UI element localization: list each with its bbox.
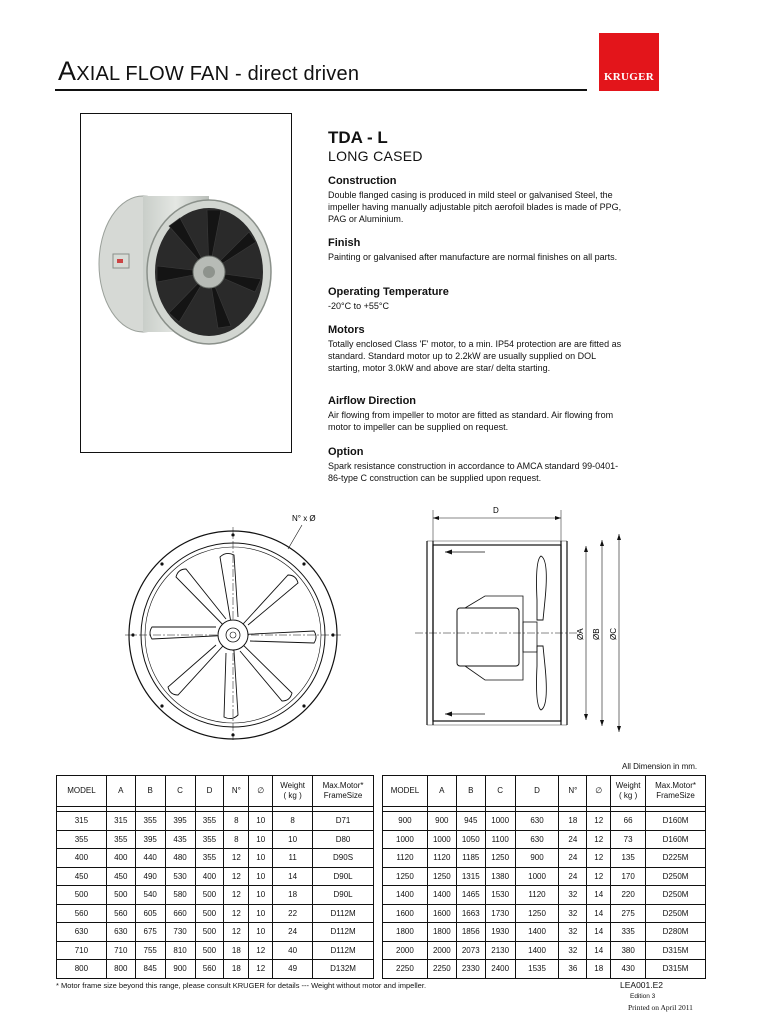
table-cell: 14 bbox=[273, 867, 313, 886]
table-cell: 12 bbox=[224, 867, 249, 886]
spec-table-right bbox=[382, 775, 706, 979]
table-cell: 900 bbox=[383, 812, 428, 831]
section-title: Finish bbox=[328, 237, 361, 249]
table-cell: 1530 bbox=[485, 886, 515, 905]
table-cell: 630 bbox=[106, 923, 135, 942]
table-cell: 220 bbox=[611, 886, 646, 905]
section-finish bbox=[328, 237, 628, 263]
table-row bbox=[383, 923, 706, 942]
table-cell: 675 bbox=[135, 923, 165, 942]
table-cell: 10 bbox=[249, 886, 273, 905]
table-cell: 18 bbox=[559, 812, 587, 831]
section-title: Operating Temperature bbox=[328, 286, 449, 298]
product-photo-frame bbox=[80, 113, 292, 453]
table-cell: 1465 bbox=[456, 886, 485, 905]
table-cell: 18 bbox=[273, 886, 313, 905]
table-cell: 1800 bbox=[427, 923, 456, 942]
table-cell: 395 bbox=[165, 812, 195, 831]
table-cell: D250M bbox=[646, 867, 706, 886]
section-title: Motors bbox=[328, 324, 365, 336]
table-cell: 1600 bbox=[383, 904, 428, 923]
table-cell: D250M bbox=[646, 904, 706, 923]
header-hole-count: N° bbox=[559, 776, 587, 807]
table-cell: 355 bbox=[195, 812, 224, 831]
table-cell: D80 bbox=[313, 830, 374, 849]
page-title bbox=[58, 56, 359, 87]
section-title: Construction bbox=[328, 175, 397, 187]
table-cell: D160M bbox=[646, 830, 706, 849]
table-cell: D280M bbox=[646, 923, 706, 942]
table-cell: 500 bbox=[106, 886, 135, 905]
table-row bbox=[383, 849, 706, 868]
header-d: D bbox=[515, 776, 559, 807]
table-cell: 730 bbox=[165, 923, 195, 942]
section-title: Option bbox=[328, 446, 364, 458]
dimension-note: All Dimension in mm. bbox=[622, 762, 698, 771]
table-cell: 945 bbox=[456, 812, 485, 831]
section-text: Air flowing from impeller to motor are fitted as standard. Air flowing from motor to impeller can be supplied on request. bbox=[328, 410, 614, 432]
table-cell: 1250 bbox=[515, 904, 559, 923]
section-text: -20°C to +55°C bbox=[328, 301, 389, 311]
title-initial: A bbox=[58, 56, 77, 86]
logo-text: KRUGER bbox=[603, 71, 655, 83]
table-cell: 1380 bbox=[485, 867, 515, 886]
table-cell: 580 bbox=[165, 886, 195, 905]
product-subtitle: LONG CASED bbox=[328, 148, 423, 164]
table-cell: D160M bbox=[646, 812, 706, 831]
table-cell: 335 bbox=[611, 923, 646, 942]
table-cell: 560 bbox=[106, 904, 135, 923]
table-cell: 40 bbox=[273, 941, 313, 960]
title-subtitle: - direct driven bbox=[229, 63, 360, 85]
table-cell: 1250 bbox=[383, 867, 428, 886]
table-cell: 12 bbox=[224, 904, 249, 923]
table-cell: 1000 bbox=[515, 867, 559, 886]
table-cell: 1000 bbox=[383, 830, 428, 849]
table-cell: 355 bbox=[195, 849, 224, 868]
table-cell: 1856 bbox=[456, 923, 485, 942]
table-cell: 800 bbox=[106, 960, 135, 979]
table-cell: 315 bbox=[57, 812, 107, 831]
table-cell: 1000 bbox=[485, 812, 515, 831]
table-row bbox=[383, 830, 706, 849]
table-cell: D250M bbox=[646, 886, 706, 905]
fan-photo bbox=[81, 114, 291, 452]
header-model: MODEL bbox=[57, 776, 107, 807]
table-cell: 500 bbox=[195, 904, 224, 923]
table-cell: 10 bbox=[249, 904, 273, 923]
table-cell: 2250 bbox=[427, 960, 456, 979]
table-cell: 630 bbox=[515, 830, 559, 849]
table-row bbox=[383, 812, 706, 831]
table-cell: 500 bbox=[195, 886, 224, 905]
table-cell: 560 bbox=[195, 960, 224, 979]
table-row bbox=[57, 923, 374, 942]
side-view-drawing bbox=[405, 500, 645, 740]
section-motors bbox=[328, 324, 628, 374]
table-cell: 1400 bbox=[383, 886, 428, 905]
table-cell: 1930 bbox=[485, 923, 515, 942]
table-cell: 900 bbox=[427, 812, 456, 831]
document-code: LEA001.E2 bbox=[620, 980, 664, 990]
table-cell: 170 bbox=[611, 867, 646, 886]
table-cell: D315M bbox=[646, 960, 706, 979]
table-row bbox=[57, 812, 374, 831]
header-a: A bbox=[106, 776, 135, 807]
footer-note: * Motor frame size beyond this range, please consult KRUGER for details --- Weight without motor and impeller. bbox=[56, 981, 427, 990]
table-cell: 355 bbox=[57, 830, 107, 849]
kruger-logo bbox=[599, 33, 659, 91]
table-row bbox=[383, 886, 706, 905]
table-cell: 530 bbox=[165, 867, 195, 886]
table-row bbox=[383, 904, 706, 923]
table-cell: 800 bbox=[57, 960, 107, 979]
table-cell: 450 bbox=[106, 867, 135, 886]
header-c: C bbox=[165, 776, 195, 807]
table-cell: 32 bbox=[559, 941, 587, 960]
table-cell: 24 bbox=[273, 923, 313, 942]
header-motor-frame: Max.Motor* FrameSize bbox=[646, 776, 706, 807]
table-cell: D112M bbox=[313, 923, 374, 942]
header-d: D bbox=[195, 776, 224, 807]
product-name: TDA - L bbox=[328, 128, 388, 147]
table-cell: 73 bbox=[611, 830, 646, 849]
table-cell: 900 bbox=[515, 849, 559, 868]
table-row bbox=[57, 904, 374, 923]
dim-b-label: ØB bbox=[592, 628, 601, 640]
table-cell: 355 bbox=[135, 812, 165, 831]
table-cell: 275 bbox=[611, 904, 646, 923]
table-cell: 10 bbox=[249, 812, 273, 831]
section-title: Airflow Direction bbox=[328, 395, 417, 407]
table-cell: 1800 bbox=[383, 923, 428, 942]
table-cell: 500 bbox=[195, 923, 224, 942]
table-cell: 480 bbox=[165, 849, 195, 868]
table-cell: 630 bbox=[515, 812, 559, 831]
section-text: Double flanged casing is produced in mild steel or galvanised Steel, the impeller having manually adjustable pitch aerofoil blades is made of PPG, PAG or Aluminium. bbox=[328, 190, 622, 224]
table-cell: 630 bbox=[57, 923, 107, 942]
table-cell: 500 bbox=[57, 886, 107, 905]
table-cell: D132M bbox=[313, 960, 374, 979]
table-cell: 2400 bbox=[485, 960, 515, 979]
table-row bbox=[383, 960, 706, 979]
table-cell: 435 bbox=[165, 830, 195, 849]
table-cell: 11 bbox=[273, 849, 313, 868]
table-cell: 755 bbox=[135, 941, 165, 960]
table-cell: 380 bbox=[611, 941, 646, 960]
section-airflow-direction bbox=[328, 395, 628, 433]
header-weight: Weight ( kg ) bbox=[273, 776, 313, 807]
table-cell: 1400 bbox=[515, 923, 559, 942]
table-header-row bbox=[383, 776, 706, 807]
table-cell: 1000 bbox=[427, 830, 456, 849]
table-cell: 2073 bbox=[456, 941, 485, 960]
table-row bbox=[57, 867, 374, 886]
table-cell: 355 bbox=[195, 830, 224, 849]
table-cell: 605 bbox=[135, 904, 165, 923]
header-weight: Weight ( kg ) bbox=[611, 776, 646, 807]
table-cell: 2000 bbox=[427, 941, 456, 960]
section-text: Spark resistance construction in accordance to AMCA standard 99-0401-86-type C construction can be supplied upon request. bbox=[328, 461, 619, 483]
table-cell: 1600 bbox=[427, 904, 456, 923]
table-cell: 135 bbox=[611, 849, 646, 868]
table-cell: 1535 bbox=[515, 960, 559, 979]
table-cell: 12 bbox=[224, 886, 249, 905]
table-cell: 12 bbox=[587, 812, 611, 831]
table-cell: D71 bbox=[313, 812, 374, 831]
table-cell: 12 bbox=[587, 830, 611, 849]
table-cell: 12 bbox=[224, 849, 249, 868]
header-b: B bbox=[456, 776, 485, 807]
table-cell: 10 bbox=[249, 849, 273, 868]
table-cell: 1050 bbox=[456, 830, 485, 849]
table-cell: 10 bbox=[273, 830, 313, 849]
header-b: B bbox=[135, 776, 165, 807]
table-cell: 24 bbox=[559, 849, 587, 868]
table-cell: D90L bbox=[313, 867, 374, 886]
header-hole-diameter: ∅ bbox=[587, 776, 611, 807]
table-cell: 22 bbox=[273, 904, 313, 923]
table-cell: 450 bbox=[57, 867, 107, 886]
header-hole-count: N° bbox=[224, 776, 249, 807]
table-cell: 1250 bbox=[485, 849, 515, 868]
table-cell: 18 bbox=[587, 960, 611, 979]
table-cell: 2250 bbox=[383, 960, 428, 979]
table-row bbox=[57, 886, 374, 905]
table-cell: 12 bbox=[587, 849, 611, 868]
title-caps: XIAL FLOW FAN bbox=[76, 63, 230, 85]
table-cell: 24 bbox=[559, 830, 587, 849]
table-row bbox=[383, 867, 706, 886]
table-cell: 430 bbox=[611, 960, 646, 979]
table-cell: 1120 bbox=[383, 849, 428, 868]
table-cell: 560 bbox=[57, 904, 107, 923]
dim-a-label: ØA bbox=[576, 628, 585, 640]
table-cell: D90S bbox=[313, 849, 374, 868]
table-cell: 10 bbox=[249, 923, 273, 942]
table-cell: D315M bbox=[646, 941, 706, 960]
table-cell: 2130 bbox=[485, 941, 515, 960]
table-row bbox=[57, 830, 374, 849]
table-cell: D112M bbox=[313, 941, 374, 960]
table-cell: 440 bbox=[135, 849, 165, 868]
section-construction bbox=[328, 175, 628, 225]
table-cell: 12 bbox=[249, 960, 273, 979]
table-cell: 8 bbox=[224, 830, 249, 849]
table-cell: 10 bbox=[249, 830, 273, 849]
table-cell: 845 bbox=[135, 960, 165, 979]
edition-label: Edition 3 bbox=[630, 993, 656, 1000]
table-cell: 1400 bbox=[427, 886, 456, 905]
table-cell: 8 bbox=[224, 812, 249, 831]
table-cell: 32 bbox=[559, 904, 587, 923]
table-cell: 1400 bbox=[515, 941, 559, 960]
table-cell: 490 bbox=[135, 867, 165, 886]
table-cell: 500 bbox=[195, 941, 224, 960]
table-cell: 8 bbox=[273, 812, 313, 831]
table-cell: 1315 bbox=[456, 867, 485, 886]
table-cell: 810 bbox=[165, 941, 195, 960]
table-cell: D112M bbox=[313, 904, 374, 923]
table-cell: 12 bbox=[587, 867, 611, 886]
table-cell: 18 bbox=[224, 960, 249, 979]
table-cell: 36 bbox=[559, 960, 587, 979]
table-cell: 710 bbox=[57, 941, 107, 960]
table-cell: 400 bbox=[57, 849, 107, 868]
table-cell: 355 bbox=[106, 830, 135, 849]
table-cell: D225M bbox=[646, 849, 706, 868]
table-cell: 2330 bbox=[456, 960, 485, 979]
header-hole-diameter: ∅ bbox=[249, 776, 273, 807]
table-header-row bbox=[57, 776, 374, 807]
table-cell: 900 bbox=[165, 960, 195, 979]
table-cell: 66 bbox=[611, 812, 646, 831]
table-cell: 1250 bbox=[427, 867, 456, 886]
section-operating-temperature bbox=[328, 286, 628, 312]
table-row bbox=[57, 960, 374, 979]
table-cell: 14 bbox=[587, 923, 611, 942]
table-cell: 12 bbox=[224, 923, 249, 942]
dim-c-label: ØC bbox=[609, 628, 618, 640]
table-cell: 2000 bbox=[383, 941, 428, 960]
table-cell: 10 bbox=[249, 867, 273, 886]
table-cell: 395 bbox=[135, 830, 165, 849]
table-cell: 32 bbox=[559, 923, 587, 942]
section-text: Painting or galvanised after manufacture are normal finishes on all parts. bbox=[328, 252, 618, 262]
section-text: Totally enclosed Class 'F' motor, to a min. IP54 protection are are fitted as standard. Standard motor up to 2.2kW are usually supplied on DOL starting, motor 3.0kW and above are star/ delta starting. bbox=[328, 339, 622, 373]
table-cell: 1730 bbox=[485, 904, 515, 923]
table-row bbox=[57, 941, 374, 960]
dim-d-label: D bbox=[493, 506, 499, 515]
table-cell: 400 bbox=[195, 867, 224, 886]
table-cell: 14 bbox=[587, 886, 611, 905]
table-cell: 710 bbox=[106, 941, 135, 960]
header-motor-frame: Max.Motor* FrameSize bbox=[313, 776, 374, 807]
table-cell: 18 bbox=[224, 941, 249, 960]
header-rule bbox=[55, 89, 587, 91]
table-cell: 32 bbox=[559, 886, 587, 905]
table-cell: 12 bbox=[249, 941, 273, 960]
hole-label: N° x Ø bbox=[292, 514, 316, 523]
table-cell: 1100 bbox=[485, 830, 515, 849]
table-cell: D90L bbox=[313, 886, 374, 905]
table-cell: 1120 bbox=[515, 886, 559, 905]
header-model: MODEL bbox=[383, 776, 428, 807]
table-row bbox=[57, 849, 374, 868]
printed-date: Printed on April 2011 bbox=[628, 1003, 693, 1012]
section-option bbox=[328, 446, 628, 484]
table-cell: 14 bbox=[587, 904, 611, 923]
table-cell: 540 bbox=[135, 886, 165, 905]
table-cell: 660 bbox=[165, 904, 195, 923]
header-c: C bbox=[485, 776, 515, 807]
table-cell: 14 bbox=[587, 941, 611, 960]
header-a: A bbox=[427, 776, 456, 807]
table-cell: 1120 bbox=[427, 849, 456, 868]
spec-table-left bbox=[56, 775, 374, 979]
table-cell: 49 bbox=[273, 960, 313, 979]
front-view-drawing bbox=[120, 505, 350, 740]
table-cell: 1185 bbox=[456, 849, 485, 868]
table-cell: 1663 bbox=[456, 904, 485, 923]
table-cell: 24 bbox=[559, 867, 587, 886]
table-cell: 315 bbox=[106, 812, 135, 831]
table-cell: 400 bbox=[106, 849, 135, 868]
table-row bbox=[383, 941, 706, 960]
